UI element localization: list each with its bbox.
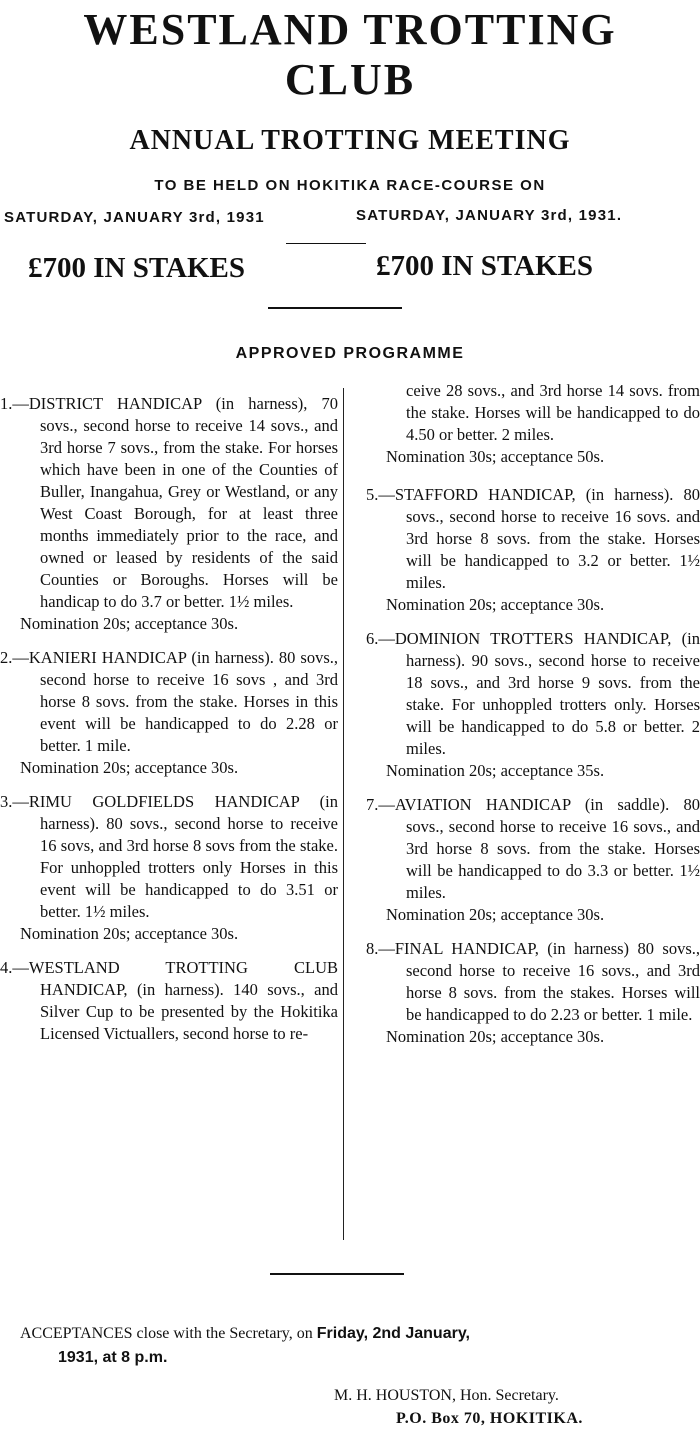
- event-title: 8.—FINAL HANDICAP,: [366, 939, 539, 958]
- event-text: (in saddle). 80 sovs., second horse to receive 16 sovs., and 3rd horse 8 sovs. from the stake. Horses will be handicapped to do 3.3 or better. 1½ miles.: [406, 795, 700, 902]
- date-left: SATURDAY, JANUARY 3rd, 1931: [4, 209, 265, 226]
- signature-block: [334, 1384, 583, 1430]
- event-8: [366, 938, 700, 1048]
- event-6: [366, 628, 700, 782]
- event-text: (in harness), 70 sovs., second horse to receive 14 sovs., and 3rd horse 7 sovs., from the stake. For horses which have been in one of the Counties of Buller, Inangahua, Grey or Westland, or any West Coast Borough, for at least three months immediately prior to the race, and owned or leased by residents of the said Counties or Boroughs. Horses will be handicap to do 3.7 or better. 1½ miles.: [40, 394, 339, 611]
- venue-line: TO BE HELD ON HOKITIKA RACE-COURSE ON: [154, 177, 546, 194]
- club-title-line1: WESTLAND TROTTING: [83, 5, 617, 54]
- stakes-left: £700 IN STAKES: [28, 252, 246, 284]
- programme-column-right: [366, 380, 700, 1060]
- event-title: 2.—KANIERI HANDICAP: [0, 648, 187, 667]
- event-3: [0, 791, 338, 945]
- event-1: [0, 393, 338, 635]
- event-text: (in harness). 80 sovs., second horse to receive 16 sovs, and 3rd horse 8 sovs from the stake. For unhoppled trotters only Horses in this event will be handicapped to do 3.51 or better. 1½ miles.: [40, 792, 338, 921]
- event-4-continued: ceive 28 sovs., and 3rd horse 14 sovs. from the stake. Horses will be handicapped to do 4.50 or better. 2 miles.: [406, 381, 700, 444]
- acceptances-notice: [20, 1322, 680, 1370]
- event-2: [0, 647, 338, 779]
- secretary-name: M. H. HOUSTON, Hon. Secretary.: [334, 1387, 559, 1404]
- event-text: (in harness). 90 sovs., second horse to receive 18 sovs., and 3rd horse 9 sovs. from the stake. For unhoppled trotters only. Horses will be handicapped to do 5.8 or better. 2 miles.: [406, 629, 700, 758]
- secretary-address: P.O. Box 70, HOKITIKA.: [396, 1410, 583, 1427]
- club-title-line2: CLUB: [284, 55, 416, 104]
- meeting-heading: ANNUAL TROTTING MEETING: [129, 125, 571, 156]
- event-text: (in harness) 80 sovs., second horse to receive 16 sovs., and 3rd horse 8 sovs. from the stakes. Horses will be handicapped to do 2.23 or better. 1 mile.: [406, 939, 700, 1024]
- event-text: (in harness). 80 sovs., second horse to receive 16 sovs. and 3rd horse 8 sovs. from the stake. Horses will be handicapped to 3.2 or better. 1½ miles.: [406, 485, 700, 592]
- divider: [268, 307, 402, 309]
- event-title: 6.—DOMINION TROTTERS HANDICAP,: [366, 629, 672, 648]
- divider-bottom: [270, 1273, 404, 1275]
- acceptances-time: 1931, at 8 p.m.: [58, 1349, 168, 1366]
- event-text: (in harness). 140 sovs., and Silver Cup to be presented by the Hokitika Licensed Victuallers, second horse to re-: [40, 980, 338, 1043]
- event-5: [366, 484, 700, 616]
- event-nomination: Nomination 20s; acceptance 35s.: [386, 761, 605, 780]
- column-divider: [343, 388, 344, 1240]
- date-right: SATURDAY, JANUARY 3rd, 1931.: [356, 207, 623, 224]
- event-7: [366, 794, 700, 926]
- event-4-nomination: Nomination 30s; acceptance 50s.: [386, 447, 605, 466]
- event-title: 3.—RIMU GOLDFIELDS HANDICAP: [0, 792, 300, 811]
- event-nomination: Nomination 20s; acceptance 30s.: [386, 905, 605, 924]
- event-title: 5.—STAFFORD HANDICAP,: [366, 485, 576, 504]
- event-nomination: Nomination 20s; acceptance 30s.: [20, 758, 239, 777]
- event-nomination: Nomination 20s; acceptance 30s.: [386, 595, 605, 614]
- divider-short: [286, 243, 366, 244]
- programme-heading: APPROVED PROGRAMME: [235, 345, 465, 362]
- acceptances-date: Friday, 2nd January,: [316, 1325, 470, 1342]
- programme-column-left: [0, 393, 338, 1057]
- event-nomination: Nomination 20s; acceptance 30s.: [386, 1027, 605, 1046]
- event-text: (in harness). 80 sovs., second horse to receive 16 sovs , and 3rd horse 8 sovs. from the stake. Horses in this event will be handicapped to do 2.28 or better. 1 mile.: [40, 648, 339, 755]
- event-4: [0, 957, 338, 1045]
- event-title: 4.—WESTLAND TROTTING CLUB HANDICAP,: [0, 958, 338, 999]
- event-nomination: Nomination 20s; acceptance 30s.: [20, 614, 239, 633]
- event-title: 1.—DISTRICT HANDICAP: [0, 394, 202, 413]
- event-nomination: Nomination 20s; acceptance 30s.: [20, 924, 239, 943]
- stakes-right: £700 IN STAKES: [376, 250, 594, 282]
- acceptances-text: ACCEPTANCES close with the Secretary, on: [20, 1325, 313, 1342]
- event-title: 7.—AVIATION HANDICAP: [366, 795, 571, 814]
